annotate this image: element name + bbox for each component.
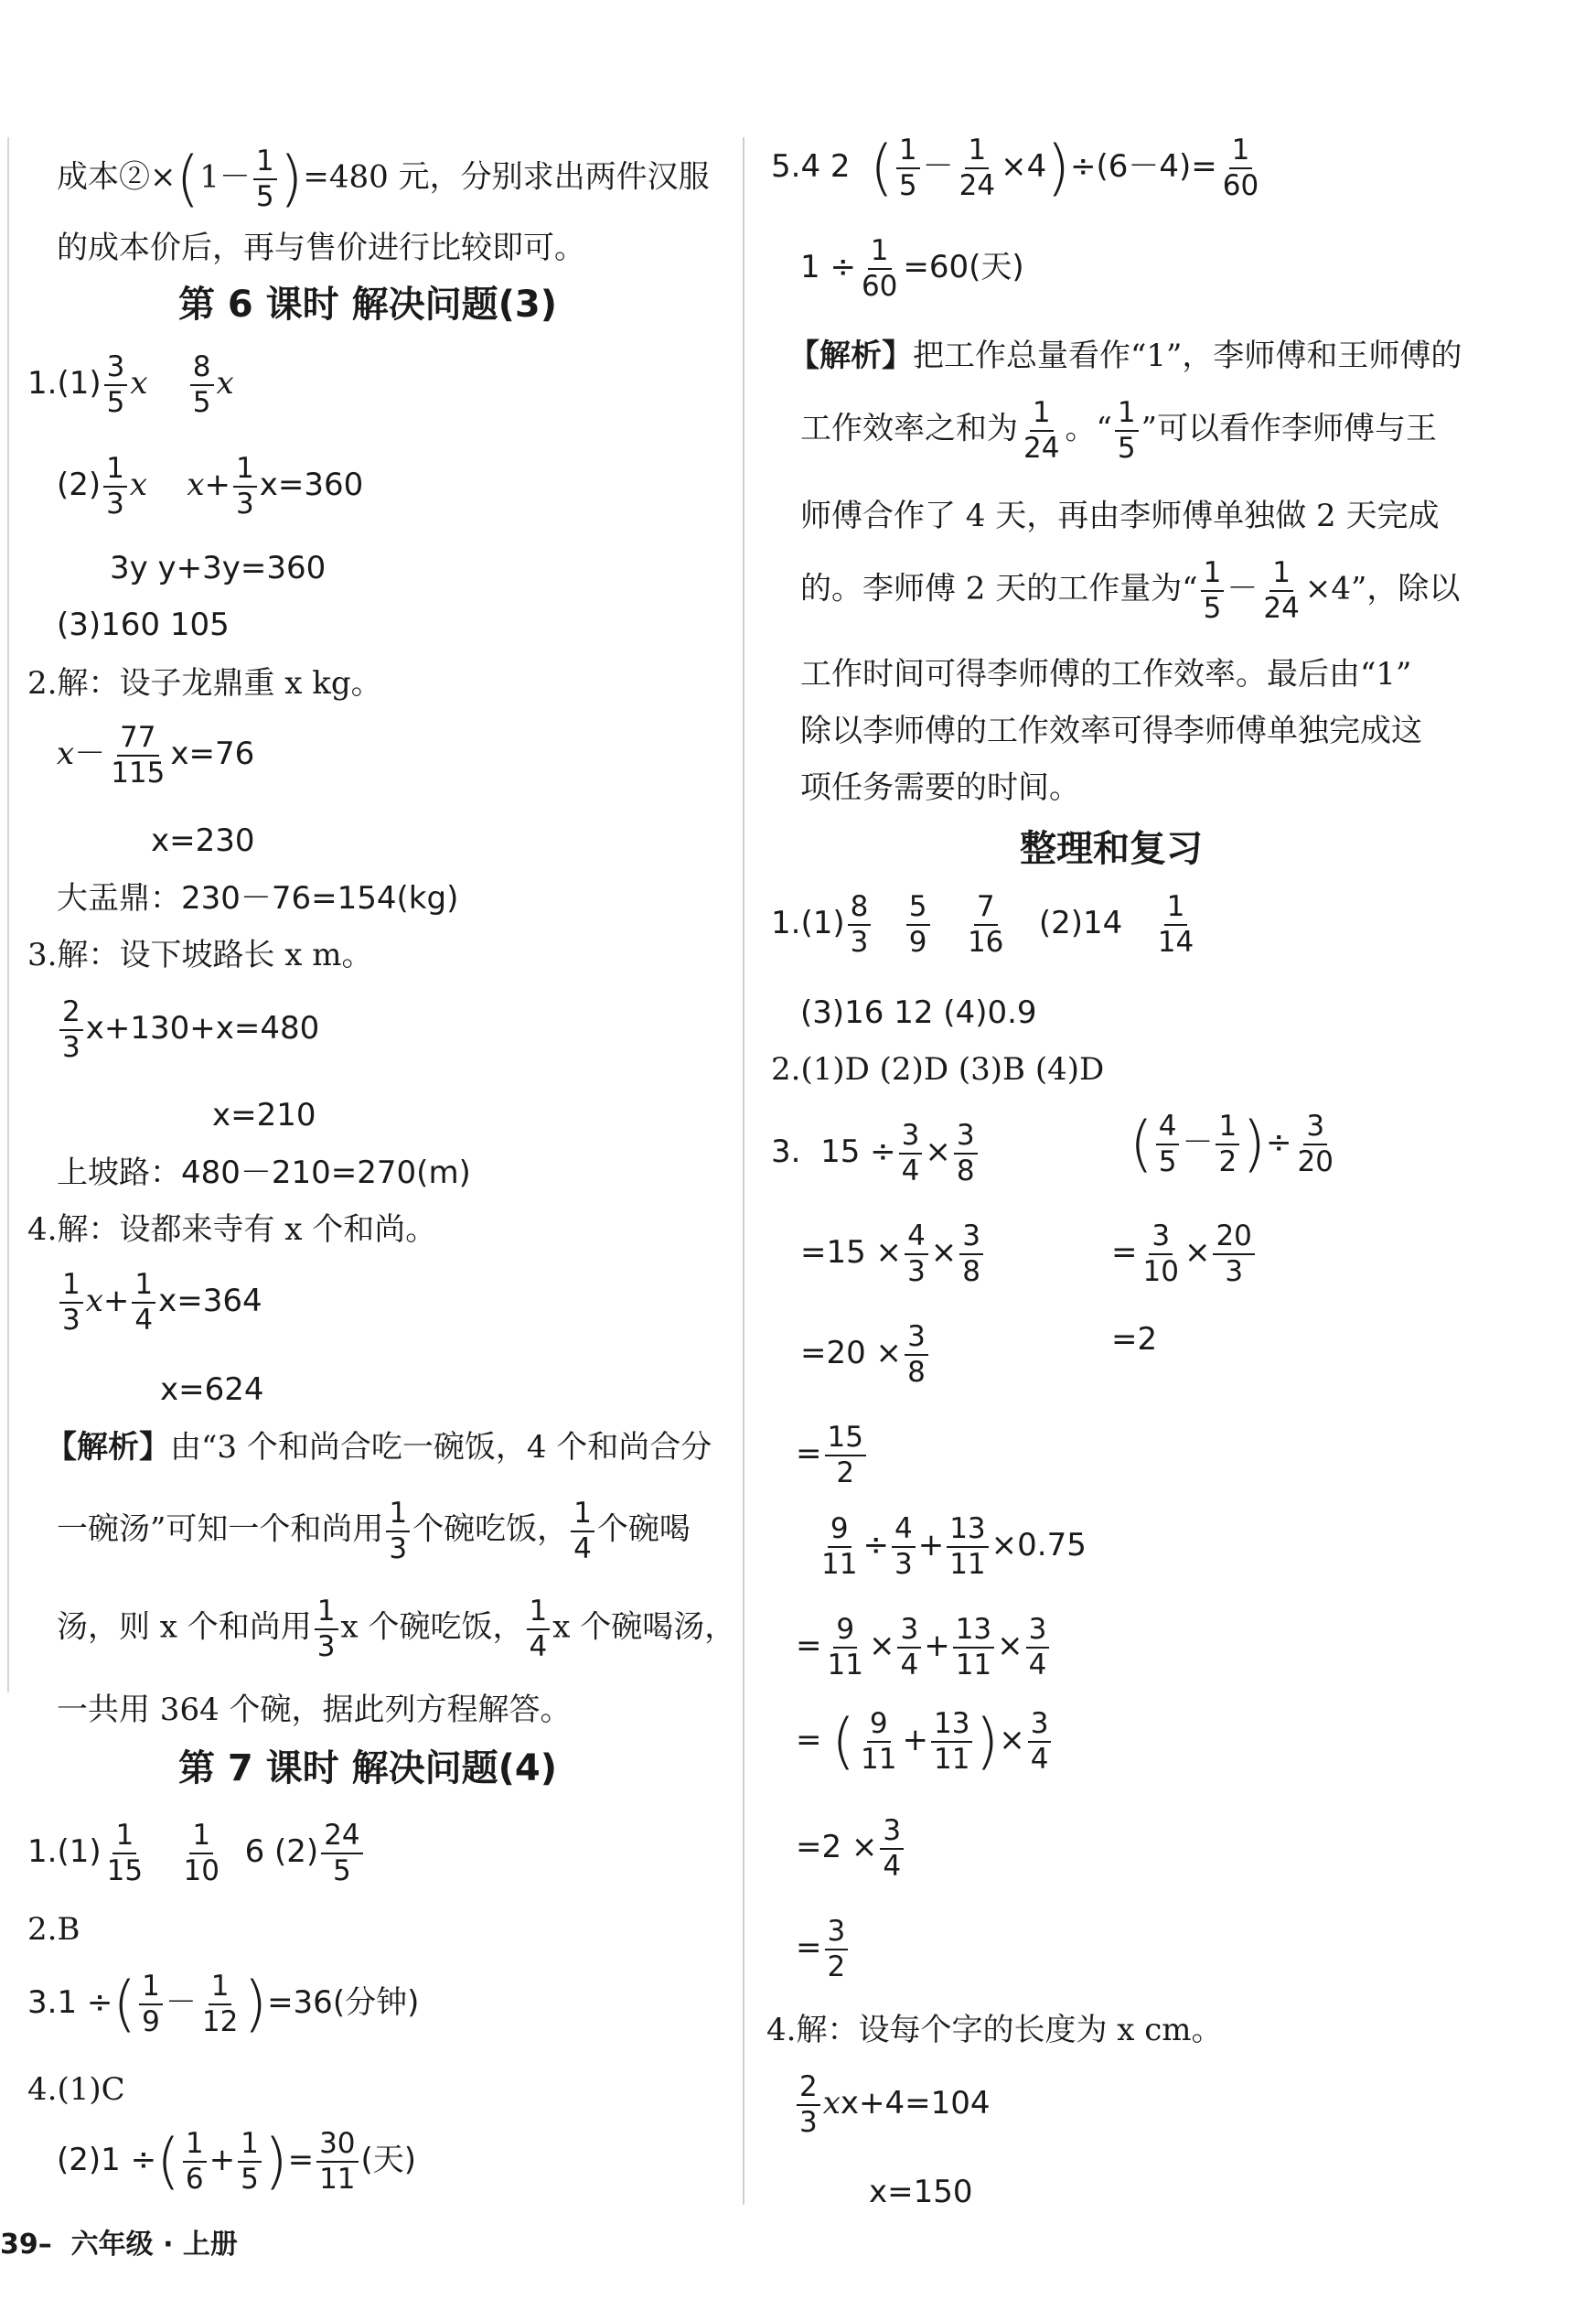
s3-b1: ( $\frac{4}{5}$ － $\frac{1}{2}$ )÷ $\frac{3}{20}$ — [1130, 1108, 1334, 1179]
s3-a4: = $\frac{15}{2}$ — [796, 1423, 869, 1488]
q2-equation: x－ $\frac{77}{115}$ x=76 — [57, 721, 255, 790]
q1-part2b: 3y y+3y=360 — [110, 550, 327, 586]
cont-line-1: 成本②×(1－ $\frac{1}{5}$ )=480 元，分别求出两件汉服 — [57, 143, 710, 214]
q5-line-2: 1 ÷ $\frac{1}{60}$ =60(天) — [800, 234, 1024, 303]
q1-part1: 1.(1) $\frac{3}{5}$ x $\frac{8}{5}$ x — [27, 350, 234, 419]
s3-c3: = ( $\frac{9}{11}$ + $\frac{13}{11}$ )× $\frac{3}{4}$ — [796, 1709, 1054, 1774]
s4-solution: x=150 — [869, 2174, 973, 2210]
q3-answer: 上坡路：480－210=270(m) — [57, 1155, 471, 1191]
q5-analysis-1: 【解析】把工作总量看作“1”，李师傅和王师傅的 — [788, 338, 1462, 374]
s3-a1: 3. 15 ÷ $\frac{3}{4}$ × $\frac{3}{8}$ — [771, 1121, 980, 1186]
q4-solution: x=624 — [160, 1371, 264, 1408]
heading-review: 整理和复习 — [1020, 828, 1203, 870]
q5-analysis-7: 项任务需要的时间。 — [800, 769, 1080, 806]
q1-part2: (2) $\frac{1}{3}$ x x+ $\frac{1}{3}$ x=360 — [57, 452, 364, 521]
q3-setup: 3.解：设下坡路长 x m。 — [27, 937, 373, 973]
q5-analysis-5: 工作时间可得李师傅的工作效率。最后由“1” — [800, 656, 1412, 693]
s4-setup: 4.解：设每个字的长度为 x cm。 — [766, 2012, 1223, 2048]
q4-analysis-4: 一共用 364 个碗，据此列方程解答。 — [57, 1692, 572, 1728]
s3-c5: = $\frac{3}{2}$ — [796, 1917, 851, 1982]
q4-equation: $\frac{1}{3}$ x+ $\frac{1}{4}$ x=364 — [57, 1270, 262, 1335]
s3-c2: = $\frac{9}{11}$ × $\frac{3}{4}$ + $\frac{13}{11}$ × $\frac{3}{4}$ — [796, 1615, 1052, 1680]
q5-analysis-4: 的。李师傅 2 天的工作量为“ $\frac{1}{5}$ － $\frac{1}{24}$ ×4”，除以 — [800, 556, 1461, 625]
s1-line-2: (3)16 12 (4)0.9 — [800, 994, 1037, 1031]
q5-analysis-3: 师傅合作了 4 天，再由李师傅单独做 2 天完成 — [800, 498, 1440, 534]
r4-1: 4.(1)C — [27, 2071, 125, 2108]
r3: 3.1 ÷( $\frac{1}{9}$ － $\frac{1}{12}$ )=36(分钟) — [27, 1968, 420, 2039]
q2-answer: 大盂鼎：230－76=154(kg) — [57, 880, 459, 917]
heading-lesson-6: 第 6 课时 解决问题(3) — [178, 284, 558, 326]
s1-line-1: 1.(1) $\frac{8}{3}$ $\frac{5}{9}$ $\frac{7}{16}$ (2)14 $\frac{1}{14}$ — [771, 890, 1194, 959]
r4-2: (2)1 ÷( $\frac{1}{6}$ + $\frac{1}{5}$ )= $\frac{30}{11}$ (天) — [57, 2125, 417, 2197]
q3-solution: x=210 — [212, 1097, 316, 1133]
q5-analysis-6: 除以李师傅的工作效率可得李师傅单独完成这 — [800, 713, 1422, 749]
q3-equation: $\frac{2}{3}$ x+130+x=480 — [57, 997, 319, 1062]
s3-c4: =2 × $\frac{3}{4}$ — [796, 1816, 906, 1881]
s4-equation: $\frac{2}{3}$ xx+4=104 — [794, 2072, 991, 2137]
s3-a2: =15 × $\frac{4}{3}$ × $\frac{3}{8}$ — [800, 1221, 986, 1286]
s3-a3: =20 × $\frac{3}{8}$ — [800, 1322, 931, 1387]
s3-b2: = $\frac{3}{10}$ × $\frac{20}{3}$ — [1111, 1221, 1258, 1286]
q5-analysis-2: 工作效率之和为 $\frac{1}{24}$ 。“ $\frac{1}{5}$ ”可以看作李师傅与王 — [800, 396, 1437, 465]
q1-part3: (3)160 105 — [57, 607, 230, 643]
grade-label: 六年级 · 上册 — [70, 2229, 238, 2261]
heading-lesson-7: 第 7 课时 解决问题(4) — [178, 1747, 558, 1789]
q5-line-1: 5.4 2 ( $\frac{1}{5}$ － $\frac{1}{24}$ ×4)÷(6－4)= $\frac{1}{60}$ — [771, 132, 1259, 203]
s2: 2.(1)D (2)D (3)B (4)D — [771, 1051, 1105, 1088]
page-number: 39– — [0, 2229, 52, 2261]
q2-setup: 2.解：设子龙鼎重 x kg。 — [27, 665, 382, 702]
q4-analysis-3: 汤，则 x 个和尚用 $\frac{1}{3}$ x 个碗吃饭， $\frac{1}{4}$ x 个碗喝汤， — [57, 1595, 736, 1663]
q2-solution: x=230 — [151, 822, 255, 859]
q4-analysis-2: 一碗汤”可知一个和尚用 $\frac{1}{3}$ 个碗吃饭， $\frac{1}{4}$ 个碗喝 — [57, 1497, 691, 1565]
page-footer — [0, 2221, 238, 2261]
left-margin-rule — [7, 137, 9, 1692]
r1: 1.(1) $\frac{1}{15}$ $\frac{1}{10}$ 6 (2) $\frac{24}{5}$ — [27, 1821, 366, 1885]
q4-setup: 4.解：设都来寺有 x 个和尚。 — [27, 1211, 437, 1248]
s3-c1: $\frac{9}{11}$ ÷ $\frac{4}{3}$ + $\frac{13}{11}$ ×0.75 — [821, 1512, 1087, 1581]
r2: 2.B — [27, 1911, 80, 1948]
s3-b3: =2 — [1111, 1321, 1158, 1358]
column-divider — [743, 137, 744, 2205]
cont-line-2: 的成本价后，再与售价进行比较即可。 — [57, 230, 585, 266]
q4-analysis-1: 【解析】由“3 个和尚合吃一碗饭，4 个和尚合分 — [46, 1429, 712, 1466]
